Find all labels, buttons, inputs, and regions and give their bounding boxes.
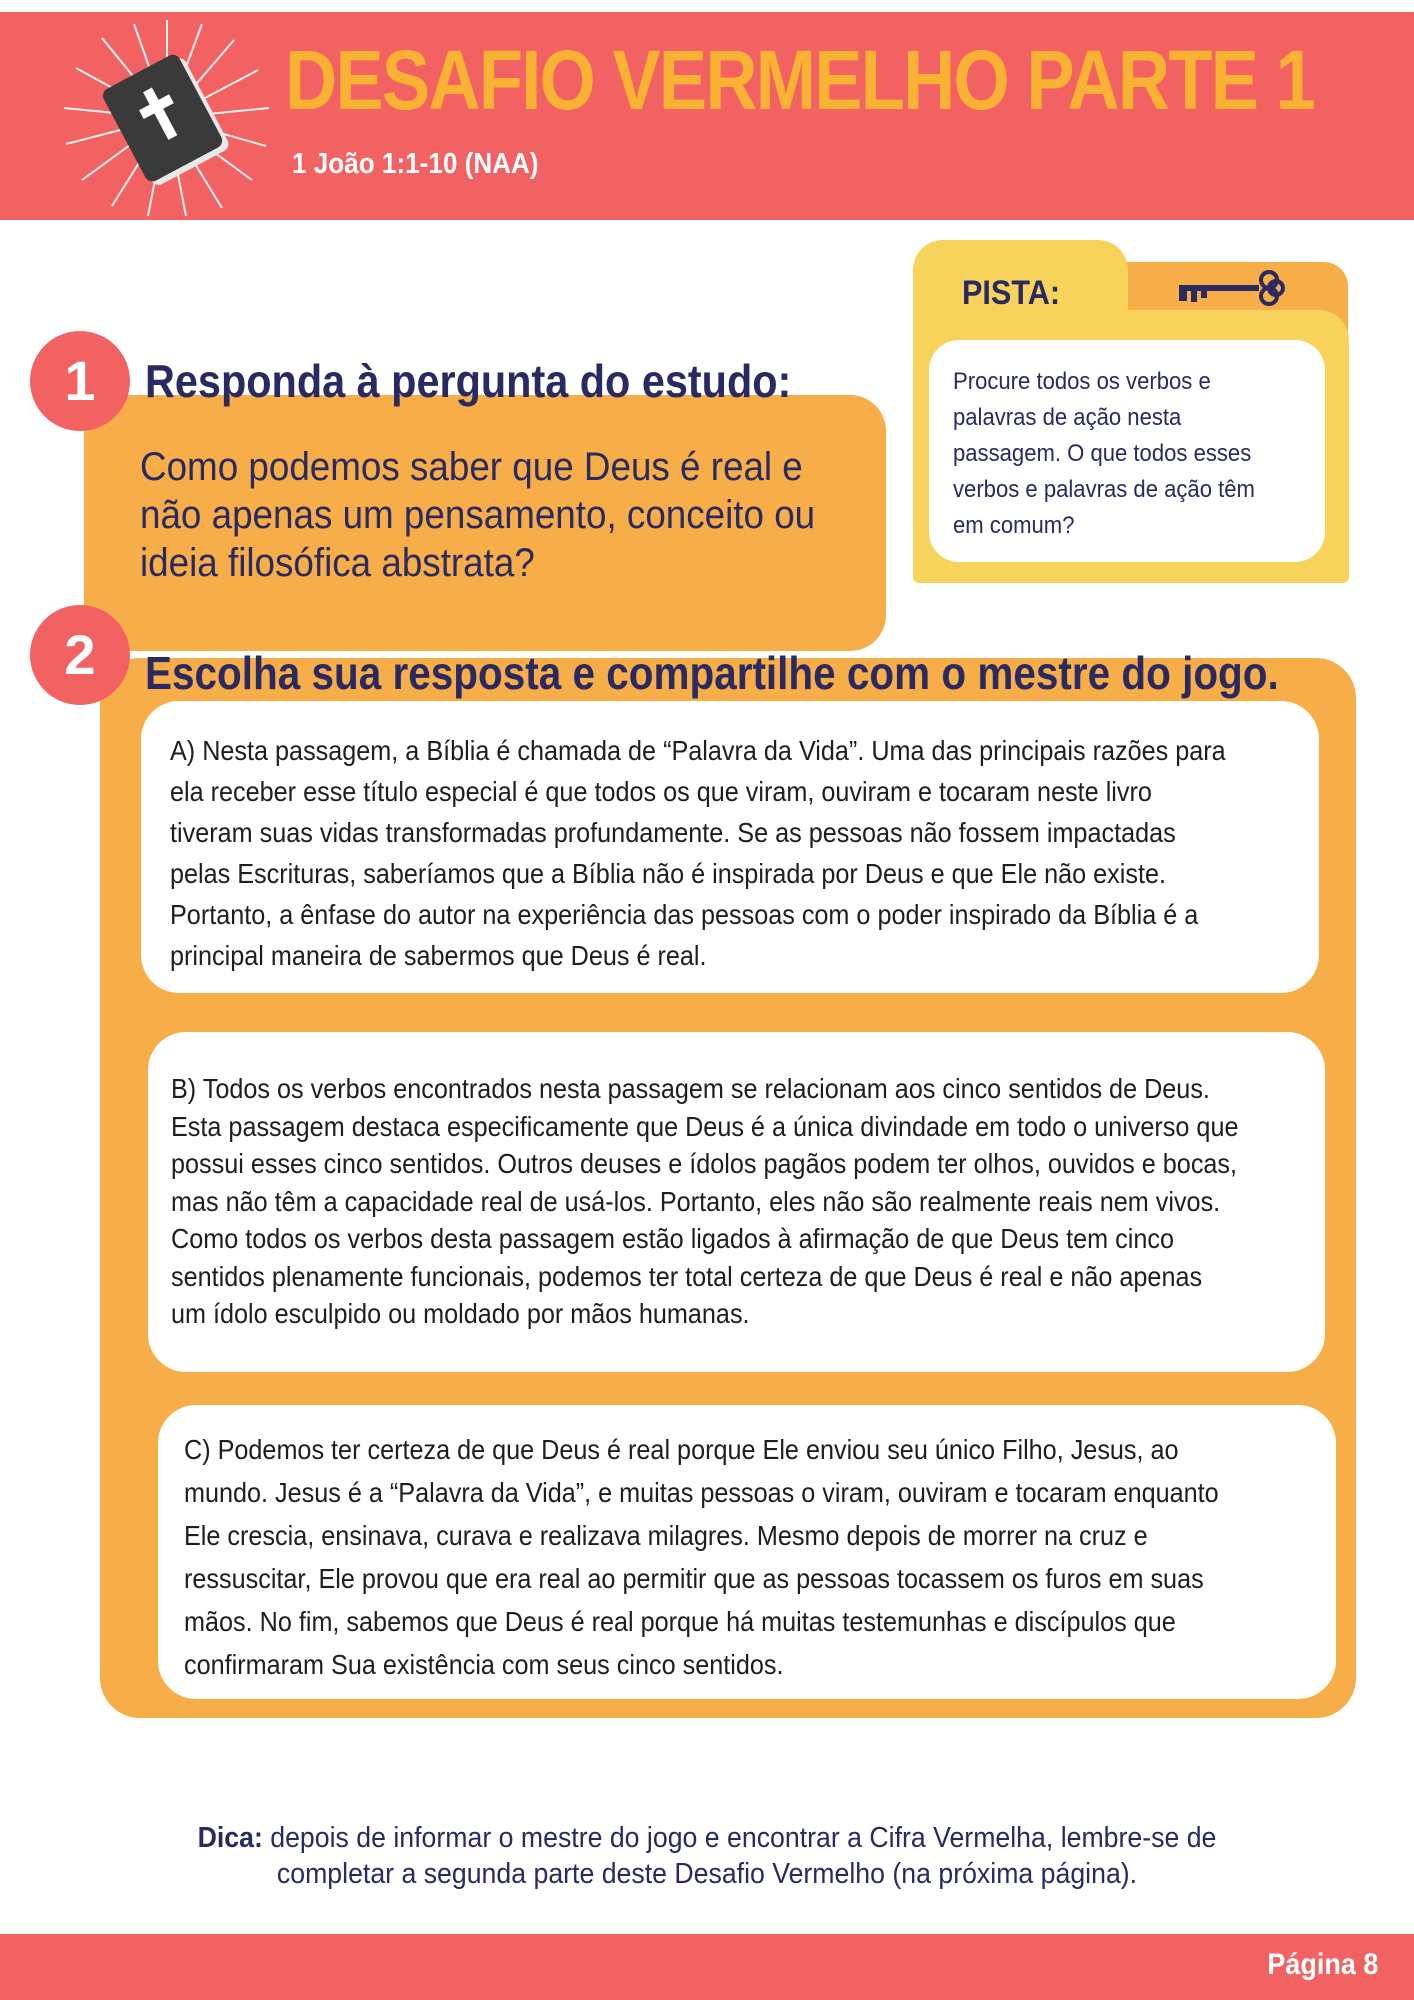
answer-option-b-text: B) Todos os verbos encontrados nesta passagem se relacionam aos cinco sentidos de Deus. Esta passagem destaca especificamente que Deus é a única divindade em todo o universo que possui esses cinco sentidos. Outros deuses e ídolos pagãos podem ter olhos, ouvidos e bocas, mas não têm a capacidade real de usá-los. Portanto, eles não são realmente reais nem vivos. Como todos os verbos desta passagem estão ligados à afirmação de que Deus tem cinco sentidos plenamente funcionais, podemos ter total certeza de que Deus é real e não apenas um ídolo esculpido ou moldado por mãos humanas. (171, 1073, 1239, 1329)
section-1-badge: 1 (30, 331, 130, 431)
answer-option-a-text: A) Nesta passagem, a Bíblia é chamada de “Palavra da Vida”. Uma das principais razões para ela receber esse título especial é que todos os que viram, ouviram e tocaram neste livro tiveram suas vidas transformadas profundamente. Se as pessoas não fossem impactadas pelas Escrituras, saberíamos que a Bíblia não é inspirada por Deus e que Ele não existe. Portanto, a ênfase do autor na experiência das pessoas com o poder inspirado da Bíblia é a principal maneira de sabermos que Deus é real. (170, 735, 1226, 971)
tip-note (149, 1820, 1266, 1892)
answer-option-c-text: C) Podemos ter certeza de que Deus é real porque Ele enviou seu único Filho, Jesus, ao mundo. Jesus é a “Palavra da Vida”, e muitas pessoas o viram, ouviram e tocaram enquanto Ele crescia, ensinava, curava e realizava milagres. Mesmo depois de morrer na cruz e ressuscitar, Ele provou que era real ao permitir que as pessoas tocassem os furos em suas mãos. No fim, sabemos que Deus é real porque há muitas testemunhas e discípulos que confirmaram Sua existência com seus cinco sentidos. (184, 1434, 1219, 1680)
tip-text: depois de informar o mestre do jogo e encontrar a Cifra Vermelha, lembre-se de completar a segunda parte deste Desafio Vermelho (na próxima página). (262, 1822, 1217, 1890)
scripture-reference: 1 João 1:1-10 (NAA) (292, 148, 539, 180)
tip-label: Dica: (197, 1822, 263, 1854)
page-title: DESAFIO VERMELHO PARTE 1 (285, 33, 1315, 127)
key-icon (1175, 268, 1285, 308)
clue-label: PISTA: (962, 274, 1061, 312)
page-number: Página 8 (1266, 1948, 1378, 1981)
study-question: Como podemos saber que Deus é real e não apenas um pensamento, conceito ou ideia filosófica abstrata? (140, 445, 816, 585)
section-1-title: Responda à pergunta do estudo: (145, 355, 792, 407)
section-2-badge: 2 (30, 605, 130, 705)
bible-icon (62, 18, 272, 218)
section-2-title: Escolha sua resposta e compartilhe com o mestre do jogo. (145, 647, 1279, 699)
footer-band (0, 1934, 1414, 2000)
clue-text: Procure todos os verbos e palavras de ação nesta passagem. O que todos esses verbos e palavras de ação têm em comum? (953, 368, 1255, 539)
